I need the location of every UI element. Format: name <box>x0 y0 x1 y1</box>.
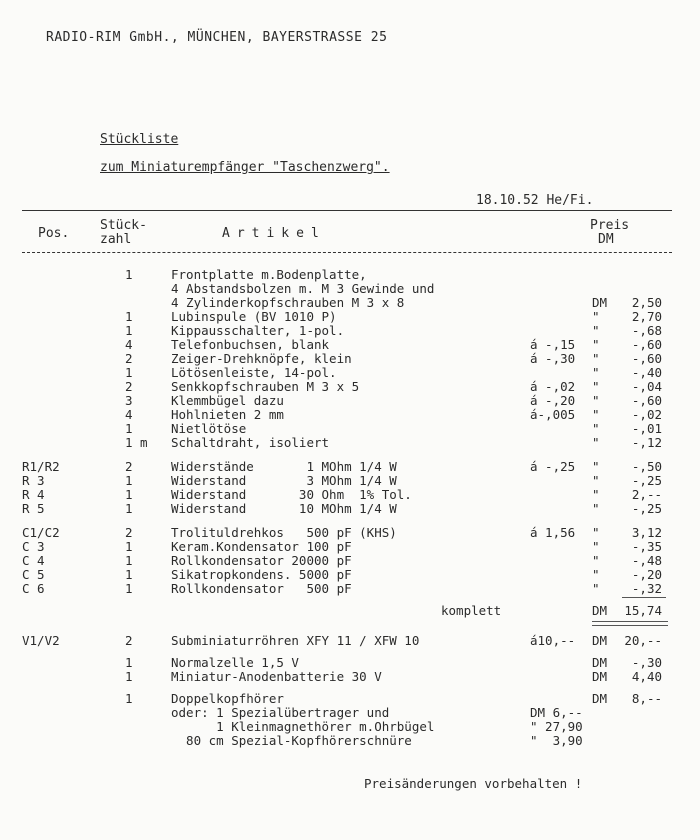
row-article: Widerstand 3 MOhm 1/4 W <box>171 473 397 488</box>
row-price: -,25 <box>631 501 662 516</box>
row-pos: V1/V2 <box>22 633 60 648</box>
row-article: 4 Zylinderkopfschrauben M 3 x 8 <box>171 295 405 310</box>
row-price: -,50 <box>631 459 662 474</box>
row-unit: á 1,56 <box>530 525 576 540</box>
row-article: Hohlnieten 2 mm <box>171 407 284 422</box>
row-unit: á -,20 <box>530 393 576 408</box>
row-qty: 1 <box>125 567 133 582</box>
row-dm: " <box>592 351 600 366</box>
row-unit: á-,005 <box>530 407 576 422</box>
row-price: -,32 <box>631 581 662 596</box>
row-dm: " <box>592 525 600 540</box>
row-price: -,01 <box>631 421 662 436</box>
row-qty: 1 <box>125 487 133 502</box>
row-unit: á -,15 <box>530 337 576 352</box>
row-dm: " <box>592 473 600 488</box>
row-qty: 1 <box>125 267 133 282</box>
row-price: -,68 <box>631 323 662 338</box>
row-qty: 1 <box>125 309 133 324</box>
document-title: Stückliste <box>100 132 179 147</box>
row-price: -,25 <box>631 473 662 488</box>
subtotal-underline <box>622 597 666 598</box>
row-price: -,20 <box>631 567 662 582</box>
row-article: Subminiaturröhren XFY 11 / XFW 10 <box>171 633 420 648</box>
row-dm: DM <box>592 295 608 310</box>
row-qty: 4 <box>125 407 133 422</box>
row-qty: 2 <box>125 633 133 648</box>
row-article: Normalzelle 1,5 V <box>171 655 299 670</box>
row-qty: 1 <box>125 421 133 436</box>
row-dm: " <box>592 501 600 516</box>
row-article: Frontplatte m.Bodenplatte, <box>171 267 367 282</box>
row-qty: 2 <box>125 459 133 474</box>
row-dm: " <box>592 393 600 408</box>
row-qty: 1 <box>125 539 133 554</box>
row-qty: 1 <box>125 655 133 670</box>
row-dm: " <box>592 337 600 352</box>
row-dm: " <box>592 581 600 596</box>
row-dm: " <box>592 459 600 474</box>
row-article: Widerstand 10 MOhm 1/4 W <box>171 501 397 516</box>
row-article: Schaltdraht, isoliert <box>171 435 330 450</box>
date-reference: 18.10.52 He/Fi. <box>476 193 594 208</box>
row-price: -,60 <box>631 337 662 352</box>
row-dm: " <box>592 365 600 380</box>
letterhead: RADIO-RIM GmbH., MÜNCHEN, BAYERSTRASSE 25 <box>46 30 388 45</box>
row-price: 2,50 <box>631 295 662 310</box>
row-pos: C 5 <box>22 567 45 582</box>
footer-note: Preisänderungen vorbehalten ! <box>364 776 583 791</box>
row-qty: 2 <box>125 351 133 366</box>
row-price: 8,-- <box>631 691 662 706</box>
row-pos: C1/C2 <box>22 525 60 540</box>
row-qty: 4 <box>125 337 133 352</box>
row-article: 80 cm Spezial-Kopfhörerschnüre <box>171 733 412 748</box>
row-price: -,04 <box>631 379 662 394</box>
row-article: Trolituldrehkos 500 pF (KHS) <box>171 525 397 540</box>
col-header-qty-1: Stück- <box>100 218 147 233</box>
row-qty: 1 <box>125 581 133 596</box>
row-price: -,48 <box>631 553 662 568</box>
row-qty: 3 <box>125 393 133 408</box>
row-unit: " 27,90 <box>530 719 583 734</box>
row-article: Telefonbuchsen, blank <box>171 337 330 352</box>
row-qty: 1 <box>125 669 133 684</box>
row-unit: " 3,90 <box>530 733 583 748</box>
row-article: Widerstände 1 MOhm 1/4 W <box>171 459 397 474</box>
row-price: -,02 <box>631 407 662 422</box>
row-article: Kippausschalter, 1-pol. <box>171 323 345 338</box>
row-price: 2,-- <box>631 487 662 502</box>
row-qty: 1 <box>125 553 133 568</box>
row-article: Keram.Kondensator 100 pF <box>171 539 352 554</box>
document-subtitle: zum Miniaturempfänger "Taschenzwerg". <box>100 160 390 175</box>
subtotal-currency: DM <box>592 603 608 618</box>
row-article: Widerstand 30 Ohm 1% Tol. <box>171 487 412 502</box>
row-price: -,60 <box>631 351 662 366</box>
row-price: 4,40 <box>631 669 662 684</box>
row-article: Senkkopfschrauben M 3 x 5 <box>171 379 360 394</box>
row-dm: " <box>592 407 600 422</box>
row-qty: 1 <box>125 323 133 338</box>
row-unit: DM 6,-- <box>530 705 583 720</box>
row-dm: " <box>592 421 600 436</box>
header-rule-bottom <box>22 252 672 253</box>
row-article: Lötösenleiste, 14-pol. <box>171 365 337 380</box>
col-header-pos: Pos. <box>38 226 70 241</box>
subtotal-double-underline <box>592 621 668 626</box>
col-header-qty-2: zahl <box>100 232 132 247</box>
row-article: Zeiger-Drehknöpfe, klein <box>171 351 352 366</box>
row-price: 2,70 <box>631 309 662 324</box>
row-qty: 1 <box>125 473 133 488</box>
row-pos: R 5 <box>22 501 45 516</box>
row-article: Rollkondensator 20000 pF <box>171 553 352 568</box>
row-price: -,30 <box>631 655 662 670</box>
row-article: 1 Kleinmagnethörer m.Ohrbügel <box>171 719 435 734</box>
row-dm: " <box>592 539 600 554</box>
row-pos: C 4 <box>22 553 45 568</box>
row-dm: " <box>592 323 600 338</box>
row-article: 4 Abstandsbolzen m. M 3 Gewinde und <box>171 281 435 296</box>
row-qty: 1 <box>125 501 133 516</box>
row-dm: DM <box>592 691 608 706</box>
row-pos: R 3 <box>22 473 45 488</box>
row-qty: 1 <box>125 365 133 380</box>
row-qty: 1 <box>125 691 133 706</box>
row-price: -,12 <box>631 435 662 450</box>
row-price: -,60 <box>631 393 662 408</box>
col-header-price-2: DM <box>598 232 614 247</box>
row-article: Klemmbügel dazu <box>171 393 284 408</box>
row-qty: 2 <box>125 379 133 394</box>
row-article: Nietlötöse <box>171 421 247 436</box>
row-article: Doppelkopfhörer <box>171 691 284 706</box>
row-price: 3,12 <box>631 525 662 540</box>
row-dm: " <box>592 553 600 568</box>
col-header-article: Artikel <box>222 226 326 241</box>
row-dm: " <box>592 379 600 394</box>
row-unit: á -,02 <box>530 379 576 394</box>
row-pos: R1/R2 <box>22 459 60 474</box>
row-article: Rollkondensator 500 pF <box>171 581 352 596</box>
row-dm: " <box>592 309 600 324</box>
row-dm: " <box>592 487 600 502</box>
subtotal-label: komplett <box>441 603 502 618</box>
row-unit: á10,-- <box>530 633 576 648</box>
row-dm: DM <box>592 669 608 684</box>
row-article: Lubinspule (BV 1010 P) <box>171 309 337 324</box>
subtotal-price: 15,74 <box>624 603 662 618</box>
row-pos: R 4 <box>22 487 45 502</box>
header-rule-top <box>22 210 672 211</box>
row-price: -,40 <box>631 365 662 380</box>
row-dm: " <box>592 435 600 450</box>
row-price: 20,-- <box>624 633 662 648</box>
row-unit: á -,25 <box>530 459 576 474</box>
row-pos: C 3 <box>22 539 45 554</box>
row-dm: DM <box>592 633 608 648</box>
col-header-price-1: Preis <box>590 218 630 233</box>
row-qty: 2 <box>125 525 133 540</box>
row-article: oder: 1 Spezialübertrager und <box>171 705 390 720</box>
row-price: -,35 <box>631 539 662 554</box>
row-unit: á -,30 <box>530 351 576 366</box>
row-pos: C 6 <box>22 581 45 596</box>
row-dm: DM <box>592 655 608 670</box>
row-qty: 1 m <box>125 435 148 450</box>
row-article: Sikatropkondens. 5000 pF <box>171 567 352 582</box>
row-article: Miniatur-Anodenbatterie 30 V <box>171 669 382 684</box>
row-dm: " <box>592 567 600 582</box>
